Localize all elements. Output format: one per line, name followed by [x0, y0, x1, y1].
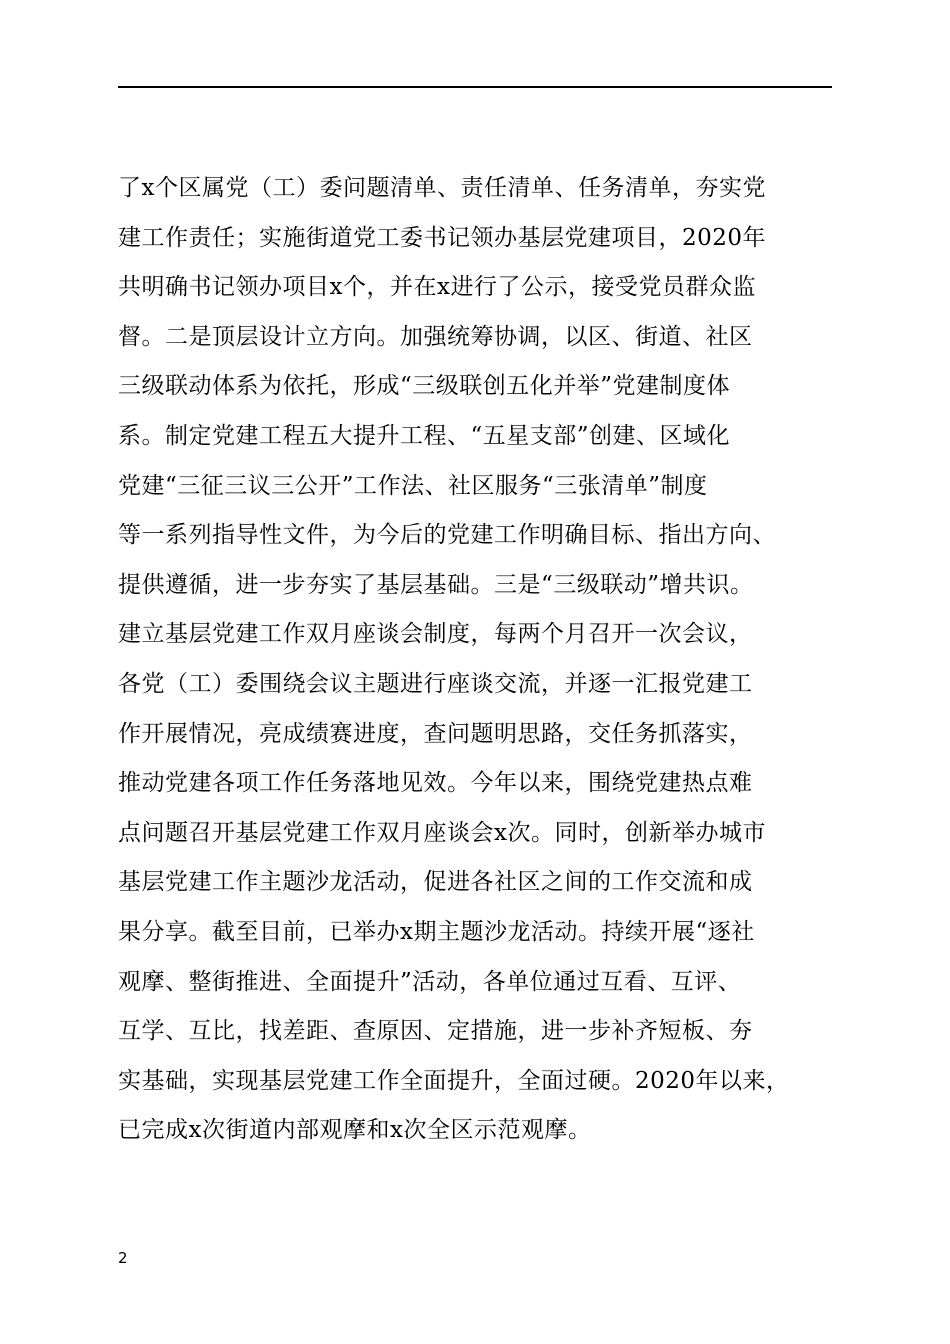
text-line: 点问题召开基层党建工作双月座谈会x次。同时，创新举办城市	[118, 819, 766, 846]
text-line: 果分享。截至目前，已举办x期主题沙龙活动。持续开展“逐社	[118, 918, 755, 945]
text-line: 系。制定党建工程五大提升工程、“五星支部”创建、区域化	[118, 422, 731, 449]
text-line: 建立基层党建工作双月座谈会制度，每两个月召开一次会议，	[118, 621, 753, 648]
text-line: 各党（工）委围绕会议主题进行座谈交流，并逐一汇报党建工	[118, 670, 753, 697]
page-number: 2	[118, 1249, 128, 1267]
header-rule	[118, 86, 832, 88]
text-line: 督。二是顶层设计立方向。加强统筹协调，以区、街道、社区	[118, 323, 753, 350]
text-line: 观摩、整街推进、全面提升”活动，各单位通过互看、互评、	[118, 968, 742, 995]
text-line: 作开展情况，亮成绩赛进度，查问题明思路，交任务抓落实，	[118, 720, 753, 747]
text-line: 互学、互比，找差距、查原因、定措施，进一步补齐短板、夯	[118, 1018, 753, 1045]
text-line: 共明确书记领办项目x个，并在x进行了公示，接受党员群众监	[118, 274, 756, 301]
document-body	[118, 164, 848, 1156]
text-line: 提供遵循，进一步夯实了基层基础。三是“三级联动”增共识。	[118, 571, 754, 598]
text-line: 等一系列指导性文件，为今后的党建工作明确目标、指出方向、	[118, 522, 776, 549]
text-line: 三级联动体系为依托，形成“三级联创五化并举”党建制度体	[118, 373, 731, 400]
text-line: 实基础，实现基层党建工作全面提升，全面过硬。2020年以来，	[118, 1067, 790, 1094]
text-line: 了x个区属党（工）委问题清单、责任清单、任务清单，夯实党	[118, 175, 766, 201]
text-line: 基层党建工作主题沙龙活动，促进各社区之间的工作交流和成	[118, 869, 753, 896]
text-line: 建工作责任；实施街道党工委书记领办基层党建项目，2020年	[118, 224, 767, 251]
text-line: 推动党建各项工作任务落地见效。今年以来，围绕党建热点难	[118, 770, 753, 797]
text-line: 党建“三征三议三公开”工作法、社区服务“三张清单”制度	[118, 472, 708, 499]
text-line: 已完成x次街道内部观摩和x次全区示范观摩。	[118, 1117, 592, 1144]
